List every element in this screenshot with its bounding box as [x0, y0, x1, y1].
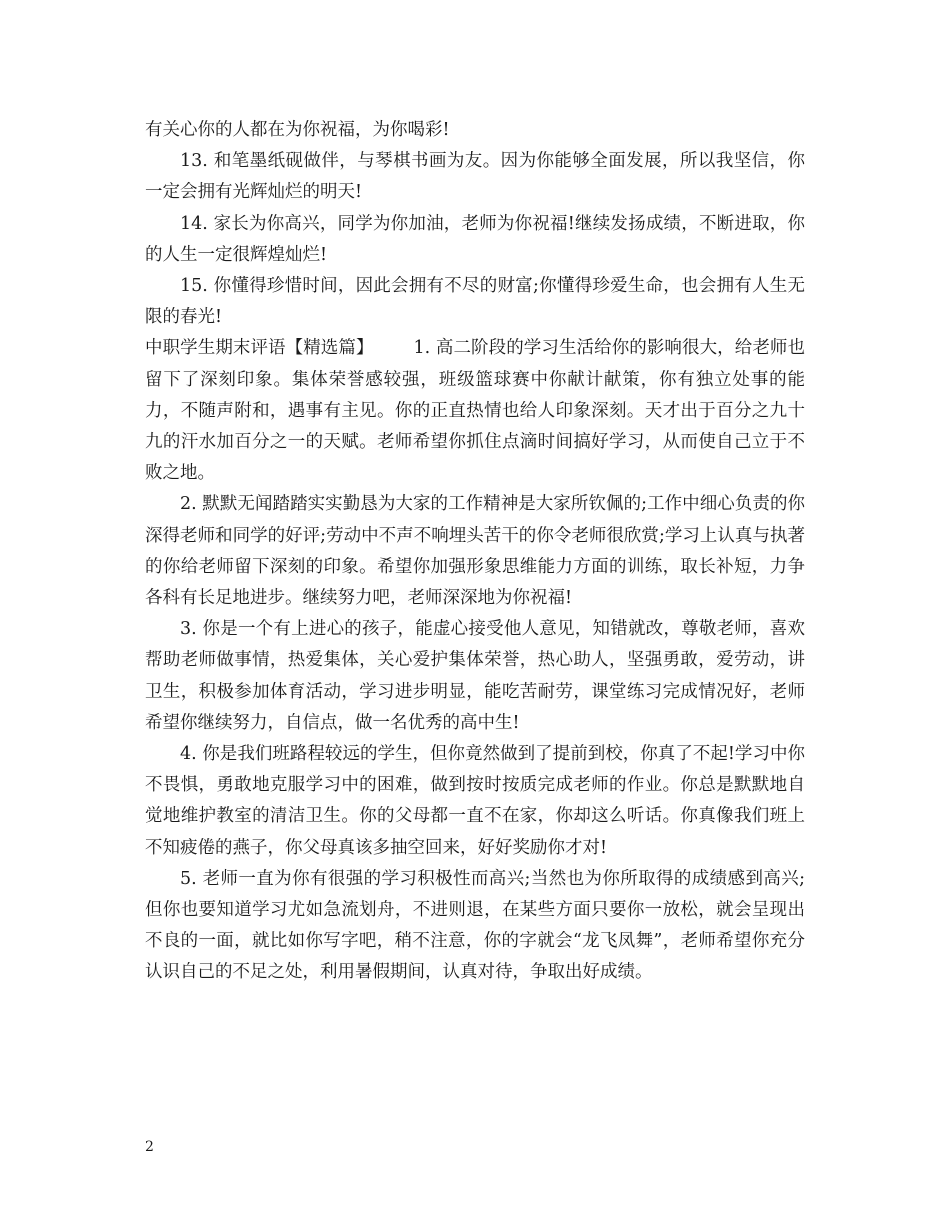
paragraph-item-3: 3. 你是一个有上进心的孩子，能虚心接受他人意见，知错就改，尊敬老师，喜欢帮助老师做事情，热爱集体，关心爱护集体荣誉，热心助人，坚强勇敢，爱劳动，讲卫生，积极参加体育活动，学习进步明显，能吃苦耐劳，课堂练习完成情况好，老师希望你继续努力，自信点，做一名优秀的高中生! [145, 619, 805, 733]
page-number: 2 [145, 1139, 154, 1155]
paragraph-item-15: 15. 你懂得珍惜时间，因此会拥有不尽的财富;你懂得珍爱生命，也会拥有人生无限的春光! [145, 276, 805, 328]
document-body [145, 115, 805, 989]
paragraph-item-4: 4. 你是我们班路程较远的学生，但你竟然做到了提前到校，你真了不起!学习中你不畏惧，勇敢地克服学习中的困难，做到按时按质完成老师的作业。你总是默默地自觉地维护教室的清洁卫生。你的父母都一直不在家，你却这么听话。你真像我们班上不知疲倦的燕子，你父母真该多抽空回来，好好奖励你才对! [145, 744, 805, 858]
paragraph-item-14: 14. 家长为你高兴，同学为你加油，老师为你祝福!继续发扬成绩，不断进取，你的人生一定很辉煌灿烂! [145, 213, 805, 265]
paragraph-continuation: 有关心你的人都在为你祝福，为你喝彩! [145, 120, 450, 140]
section-heading: 中职学生期末评语【精选篇】 [145, 338, 374, 359]
paragraph-item-1: 1. 高二阶段的学习生活给你的影响很大，给老师也留下了深刻印象。集体荣誉感较强，班级篮球赛中你献计献策，你有独立处事的能力，不随声附和，遇事有主见。你的正直热情也给人印象深刻。天才出于百分之九十九的汗水加百分之一的天赋。老师希望你抓住点滴时间搞好学习，从而使自己立于不败之地。 [145, 338, 805, 484]
paragraph-item-5: 5. 老师一直为你有很强的学习积极性而高兴;当然也为你所取得的成绩感到高兴;但你也要知道学习尤如急流划舟，不进则退，在某些方面只要你一放松，就会呈现出不良的一面，就比如你写字吧，稍不注意，你的字就会“龙飞凤舞”，老师希望你充分认识自己的不足之处，利用暑假期间，认真对待，争取出好成绩。 [145, 868, 805, 983]
paragraph-item-2: 2. 默默无闻踏踏实实勤恳为大家的工作精神是大家所钦佩的;工作中细心负责的你深得老师和同学的好评;劳动中不声不响埋头苦干的你令老师很欣赏;学习上认真与执著的你给老师留下深刻的印象。希望你加强形象思维能力方面的训练，取长补短，力争各科有长足地进步。继续努力吧，老师深深地为你祝福! [145, 494, 805, 609]
paragraph-item-13: 13. 和笔墨纸砚做伴，与琴棋书画为友。因为你能够全面发展，所以我坚信，你一定会拥有光辉灿烂的明天! [145, 151, 805, 203]
section-paragraph [145, 333, 805, 489]
